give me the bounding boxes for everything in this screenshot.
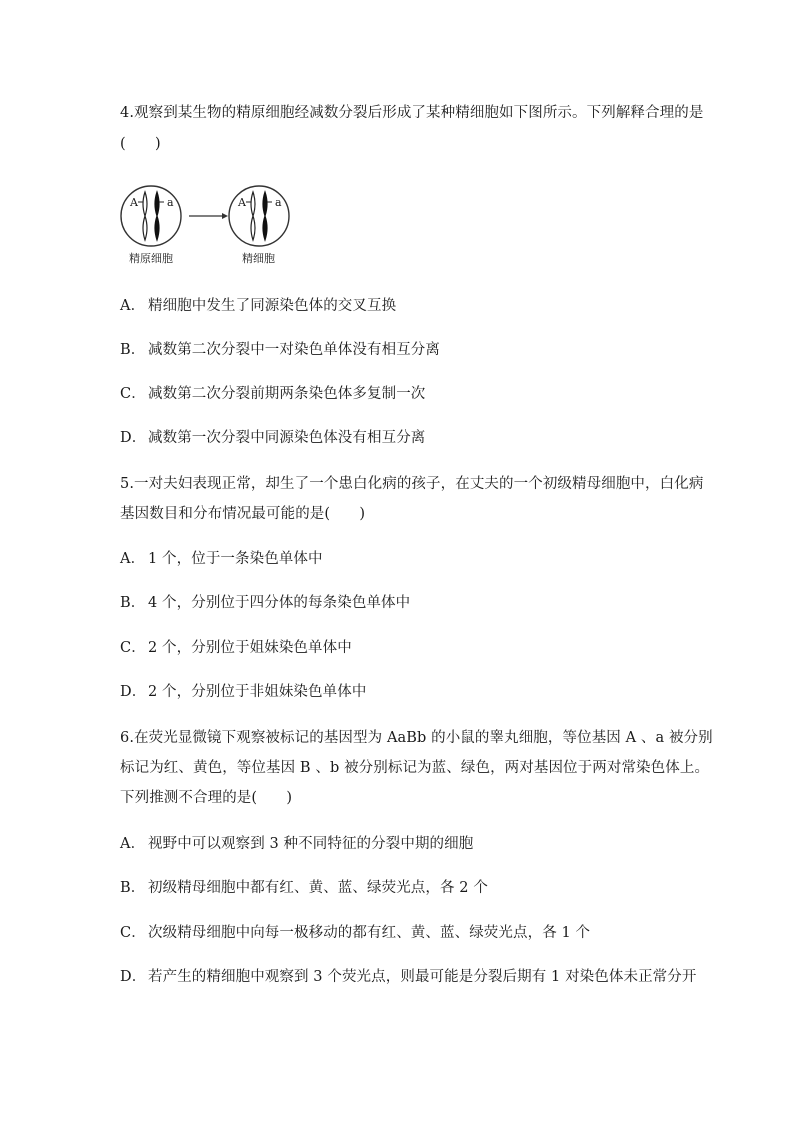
option-text: 减数第一次分裂中同源染色体没有相互分离 — [148, 430, 426, 446]
allele-A-label: A — [238, 196, 246, 209]
option-letter: B． — [120, 880, 146, 896]
q5-option-a[interactable] — [120, 549, 323, 569]
option-letter: D． — [120, 969, 147, 985]
q6-stem-line1: 6.在荧光显微镜下观察被标记的基因型为 AaBb 的小鼠的睾丸细胞，等位基因 A 、a 被分别 — [120, 730, 713, 746]
sperm-cell — [229, 186, 289, 246]
option-text: 减数第二次分裂中一对染色单体没有相互分离 — [148, 342, 440, 358]
q6-stem-line2: 标记为红、黄色，等位基因 B 、b 被分别标记为蓝、绿色，两对基因位于两对常染色体上。 — [120, 760, 710, 776]
spermatogonium-cell — [121, 186, 181, 246]
allele-A-label: A — [130, 196, 138, 209]
option-letter: A． — [120, 551, 146, 567]
option-letter: A． — [120, 298, 146, 314]
allele-a-label: a — [167, 196, 174, 209]
q4-option-a[interactable] — [120, 296, 396, 316]
q4-stem-line2: ( ) — [120, 136, 161, 152]
q4-option-c[interactable] — [120, 384, 425, 404]
q5-stem-line2: 基因数目和分布情况最可能的是( ) — [120, 506, 366, 522]
q5-option-d[interactable] — [120, 682, 366, 702]
option-letter: C． — [120, 640, 146, 656]
option-letter: B． — [120, 595, 146, 611]
arrow-head-icon — [222, 213, 228, 219]
q6-option-b[interactable] — [120, 878, 488, 898]
option-letter: D． — [120, 684, 147, 700]
option-letter: D． — [120, 430, 147, 446]
sperm-cell-label: 精细胞 — [242, 252, 275, 265]
option-letter: B． — [120, 342, 146, 358]
q6-option-a[interactable] — [120, 834, 473, 854]
allele-a-label: a — [275, 196, 282, 209]
option-text: 次级精母细胞中向每一极移动的都有红、黄、蓝、绿荧光点，各 1 个 — [148, 925, 591, 941]
option-letter: A． — [120, 836, 146, 852]
q4-stem-line1: 4.观察到某生物的精原细胞经减数分裂后形成了某种精细胞如下图所示。下列解释合理的是 — [120, 105, 704, 121]
option-text: 1 个，位于一条染色单体中 — [148, 551, 323, 567]
q4-option-b[interactable] — [120, 340, 440, 360]
option-text: 精细胞中发生了同源染色体的交叉互换 — [148, 298, 397, 314]
q6-stem-line3: 下列推测不合理的是( ) — [120, 790, 293, 806]
option-text: 减数第二次分裂前期两条染色体多复制一次 — [148, 386, 426, 402]
option-text: 若产生的精细胞中观察到 3 个荧光点，则最可能是分裂后期有 1 对染色体未正常分开 — [148, 969, 697, 985]
q4-option-d[interactable] — [120, 428, 425, 448]
spermatogonium-label: 精原细胞 — [129, 252, 173, 265]
option-letter: C． — [120, 925, 146, 941]
option-text: 4 个，分别位于四分体的每条染色单体中 — [148, 595, 411, 611]
q5-option-b[interactable] — [120, 593, 410, 613]
q6-option-c[interactable] — [120, 923, 590, 943]
q5-option-c[interactable] — [120, 638, 352, 658]
option-text: 2 个，分别位于姐妹染色单体中 — [148, 640, 352, 656]
option-text: 2 个，分别位于非姐妹染色单体中 — [148, 684, 367, 700]
option-text: 初级精母细胞中都有红、黄、蓝、绿荧光点，各 2 个 — [148, 880, 488, 896]
option-text: 视野中可以观察到 3 种不同特征的分裂中期的细胞 — [148, 836, 474, 852]
q5-stem-line1: 5.一对夫妇表现正常，却生了一个患白化病的孩子，在丈夫的一个初级精母细胞中，白化病 — [120, 476, 704, 492]
option-letter: C． — [120, 386, 146, 402]
q6-option-d[interactable] — [120, 967, 696, 987]
q4-figure — [118, 178, 298, 270]
